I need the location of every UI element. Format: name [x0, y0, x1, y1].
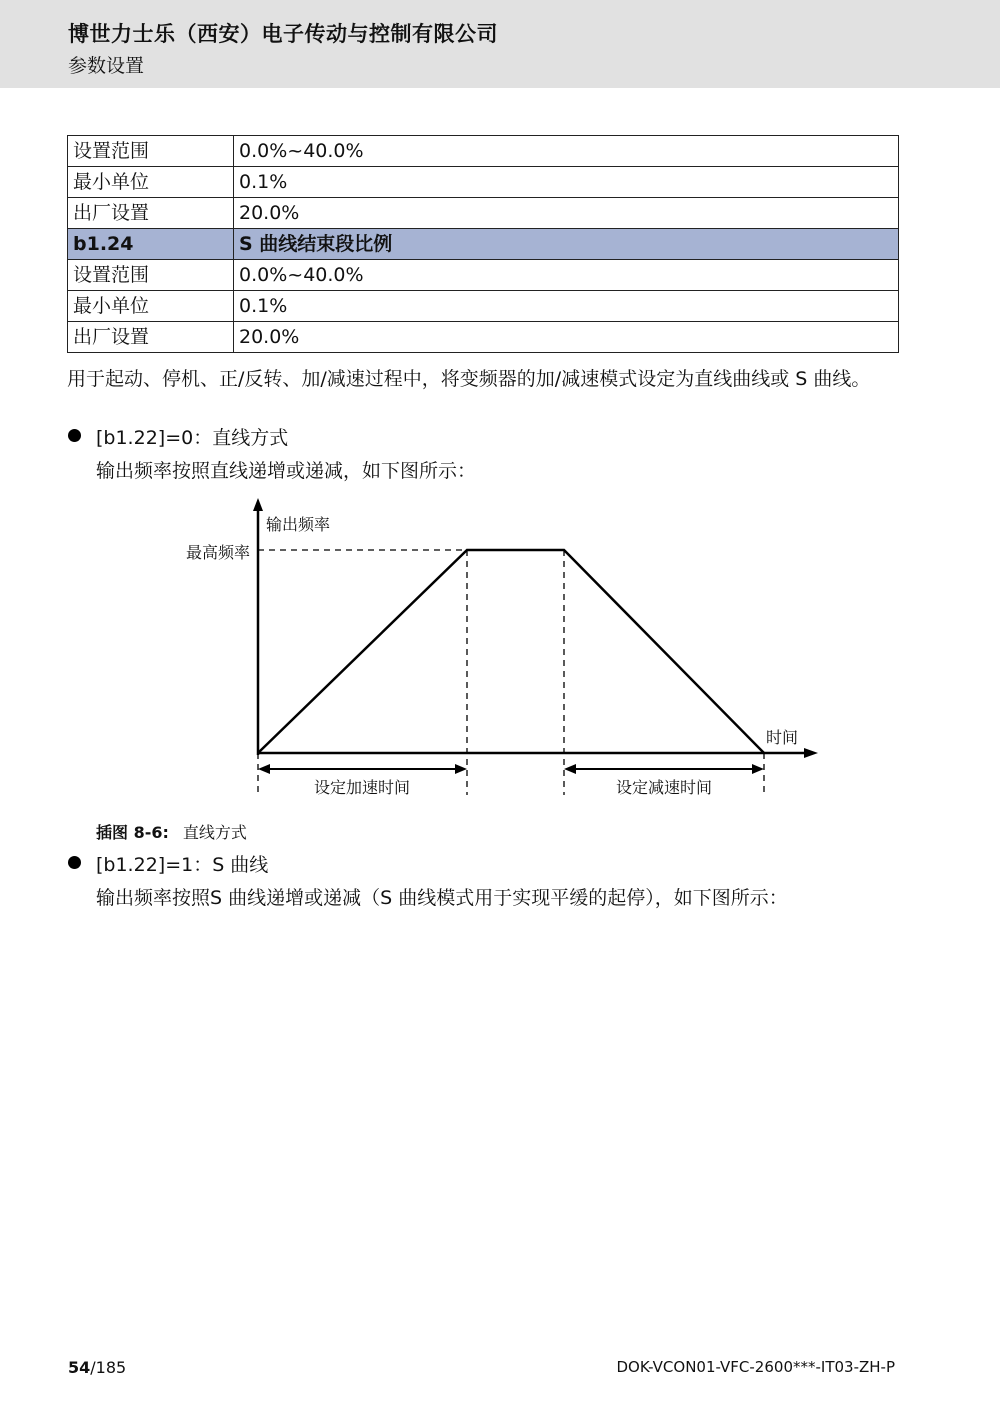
param-value-cell: 20.0% [234, 198, 899, 229]
frequency-curve [258, 550, 764, 753]
table-row [68, 322, 899, 353]
table-row [68, 167, 899, 198]
param-value-cell: 0.0%~40.0% [234, 260, 899, 291]
parameter-table [67, 135, 899, 353]
param-label-cell: 最小单位 [68, 167, 234, 198]
param-label-cell: 最小单位 [68, 291, 234, 322]
bullet-linear-label: [b1.22]=0：直线方式 [96, 427, 289, 449]
table-row [68, 260, 899, 291]
y-axis-arrow-icon [253, 498, 263, 511]
x-axis-arrow-icon [804, 748, 818, 758]
param-label-cell: 出厂设置 [68, 198, 234, 229]
x-axis-label: 时间 [766, 728, 799, 747]
page-number [68, 1358, 126, 1377]
company-name: 博世力士乐（西安）电子传动与控制有限公司 [68, 22, 498, 46]
table-row [68, 198, 899, 229]
decel-arrow-right-icon [752, 764, 764, 774]
param-label-cell: 设置范围 [68, 136, 234, 167]
accel-arrow-right-icon [455, 764, 467, 774]
table-row [68, 229, 899, 260]
param-value-cell: 20.0% [234, 322, 899, 353]
param-value-cell: S 曲线结束段比例 [234, 229, 899, 260]
bullet-linear-mode [96, 423, 288, 450]
bullet-dot-icon [68, 429, 81, 442]
bullet-s-curve-mode [96, 850, 268, 877]
table-row [68, 291, 899, 322]
accel-time-label: 设定加速时间 [313, 778, 411, 797]
param-value-cell: 0.1% [234, 167, 899, 198]
page-current: 54 [68, 1358, 91, 1377]
bullet-dot-icon [68, 856, 81, 869]
max-frequency-label: 最高频率 [185, 543, 250, 562]
decel-arrow-left-icon [564, 764, 576, 774]
figure-number: 插图 8-6: [96, 823, 169, 842]
linear-mode-description: 输出频率按照直线递增或递减，如下图所示： [96, 460, 477, 482]
param-label-cell: 设置范围 [68, 260, 234, 291]
page-header [0, 0, 1000, 88]
bullet-s-curve-label: [b1.22]=1：S 曲线 [96, 854, 269, 876]
linear-accel-diagram [160, 495, 830, 800]
section-title: 参数设置 [68, 55, 145, 77]
param-label-cell: 出厂设置 [68, 322, 234, 353]
document-id: DOK-VCON01-VFC-2600***-IT03-ZH-P [616, 1358, 895, 1376]
figure-title: 直线方式 [182, 823, 247, 842]
figure-caption [96, 820, 247, 843]
param-value-cell: 0.0%~40.0% [234, 136, 899, 167]
table-row [68, 136, 899, 167]
s-curve-description: 输出频率按照S 曲线递增或递减（S 曲线模式用于实现平缓的起停），如下图所示： [96, 887, 788, 909]
page-total: /185 [90, 1358, 127, 1377]
y-axis-label: 输出频率 [266, 515, 331, 534]
accel-arrow-left-icon [258, 764, 270, 774]
decel-time-label: 设定减速时间 [615, 778, 713, 797]
param-value-cell: 0.1% [234, 291, 899, 322]
param-label-cell: b1.24 [68, 229, 234, 260]
intro-paragraph: 用于起动、停机、正/反转、加/减速过程中，将变频器的加/减速模式设定为直线曲线或 S 曲线。 [67, 368, 871, 390]
